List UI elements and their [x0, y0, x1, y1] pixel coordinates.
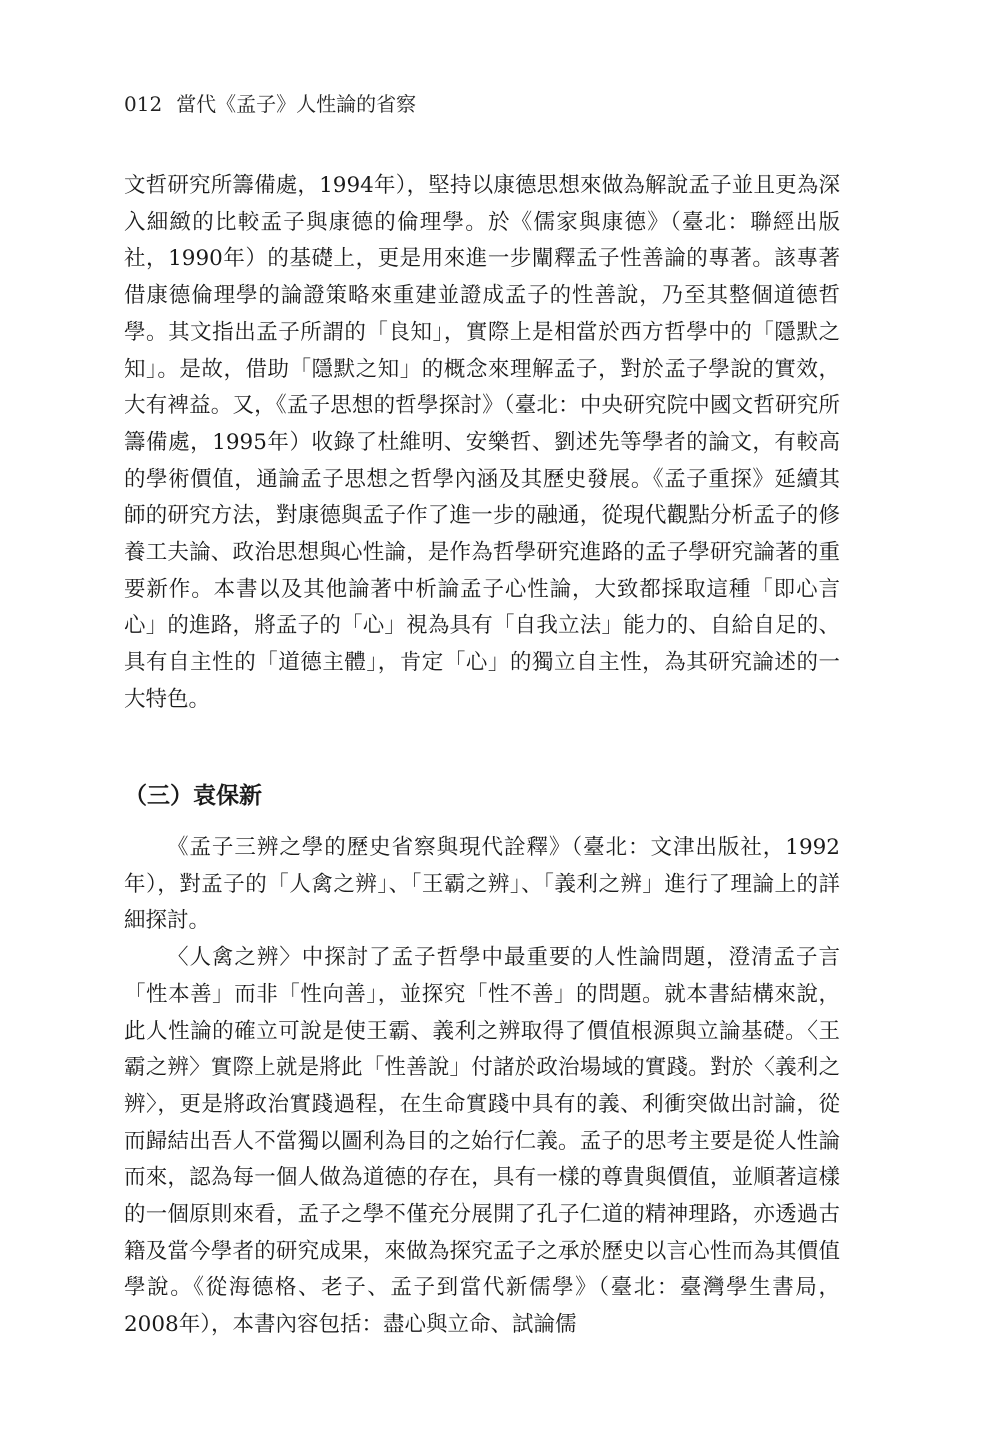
paragraph: 〈人禽之辨〉中探討了孟子哲學中最重要的人性論問題，澄清孟子言「性本善」而非「性向善」，並探究「性不善」的問題。就本書結構來說，此人性論的確立可說是使王霸、義利之辨取得了價值根源與立論基礎。〈王霸之辨〉實際上就是將此「性善說」付諸於政治場域的實踐。對於〈義利之辨〉，更是將政治實踐過程，在生命實踐中具有的義、利衝突做出討論，從而歸結出吾人不當獨以圖利為目的之始行仁義。孟子的思考主要是從人性論而來，認為每一個人做為道德的存在，具有一樣的尊貴與價值，並順著這樣的一個原則來看，孟子之學不僅充分展開了孔子仁道的精神理路，亦透過古籍及當今學者的研究成果，來做為探究孟子之承於歷史以言心性而為其價值學說。《從海德格、老子、孟子到當代新儒學》（臺北：臺灣學生書局，2008年），本書內容包括：盡心與立命、試論儒: [124, 945, 840, 1338]
book-title: 當代《孟子》人性論的省察: [176, 92, 417, 116]
section-heading: （三）袁保新: [124, 782, 262, 809]
body-text-top: [124, 168, 840, 719]
paragraph: 文哲研究所籌備處，1994年），堅持以康德思想來做為解說孟子並且更為深入細緻的比較孟子與康德的倫理學。於《儒家與康德》（臺北：聯經出版社，1990年）的基礎上，更是用來進一步闡釋孟子性善論的專著。該專著借康德倫理學的論證策略來重建並證成孟子的性善說，乃至其整個道德哲學。其文指出孟子所謂的「良知」，實際上是相當於西方哲學中的「隱默之知」。是故，借助「隱默之知」的概念來理解孟子，對於孟子學說的實效，大有裨益。又，《孟子思想的哲學探討》（臺北：中央研究院中國文哲研究所籌備處，1995年）收錄了杜維明、安樂哲、劉述先等學者的論文，有較高的學術價值，通論孟子思想之哲學內涵及其歷史發展。《孟子重探》延續其師的研究方法，對康德與孟子作了進一步的融通，從現代觀點分析孟子的修養工夫論、政治思想與心性論，是作為哲學研究進路的孟子學研究論著的重要新作。本書以及其他論著中析論孟子心性論，大致都採取這種「即心言心」的進路，將孟子的「心」視為具有「自我立法」能力的、自給自足的、具有自主性的「道德主體」，肯定「心」的獨立自主性，為其研究論述的一大特色。: [124, 173, 840, 712]
body-text-bottom: [124, 830, 840, 1344]
paragraph: 《孟子三辨之學的歷史省察與現代詮釋》（臺北：文津出版社，1992年），對孟子的「人禽之辨」、「王霸之辨」、「義利之辨」進行了理論上的詳細探討。: [124, 835, 840, 934]
page-number: 012: [124, 92, 163, 116]
running-header: [124, 90, 416, 118]
